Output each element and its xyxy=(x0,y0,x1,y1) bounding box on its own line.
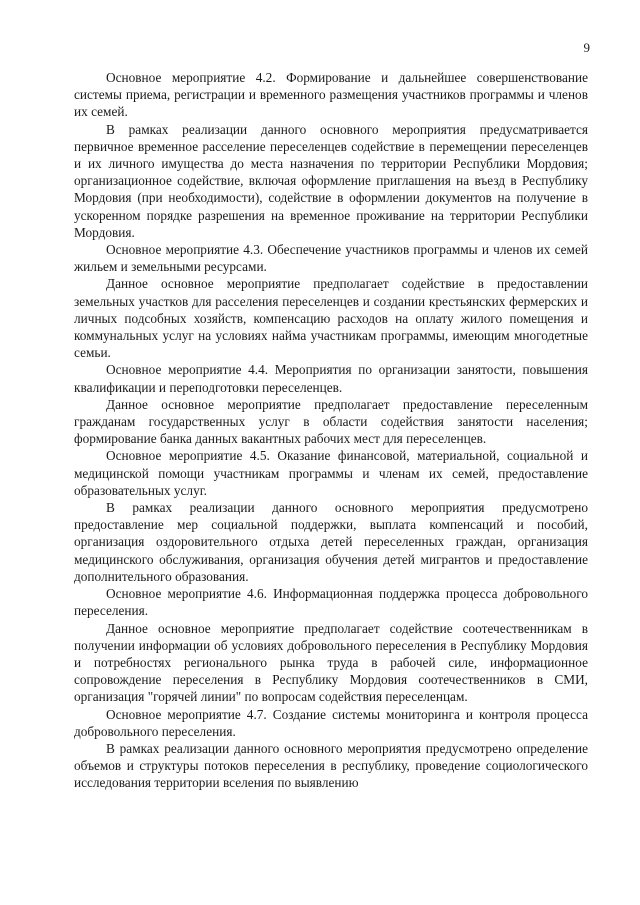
page-number: 9 xyxy=(583,40,590,55)
document-body xyxy=(74,69,588,792)
paragraph-measure-4-4-heading: Основное мероприятие 4.4. Мероприятия по организации занятости, повышения квалификации и переподготовки переселенцев. xyxy=(74,362,588,395)
paragraph-measure-4-7-description: В рамках реализации данного основного мероприятия предусмотрено определение объемов и структуры потоков переселения в республику, проведение социологического исследования территории вселения по выявлению xyxy=(74,740,588,791)
paragraph-measure-4-7-heading: Основное мероприятие 4.7. Создание системы мониторинга и контроля процесса добровольного переселения. xyxy=(74,706,588,739)
paragraph-measure-4-6-description: Данное основное мероприятие предполагает содействие соотечественникам в получении информации об условиях добровольного переселения в Республику Мордовия и потребностях регионального рынка труда в рабочей силе, информационное сопровождение переселения в Республику Мордовия соотечественников в СМИ, организация "горячей линии" по вопросам содействия переселенцам. xyxy=(74,620,588,705)
paragraph-measure-4-5-description: В рамках реализации данного основного мероприятия предусмотрено предоставление мер социальной поддержки, выплата компенсаций и пособий, организация оздоровительного отдыха детей переселенных граждан, организация медицинского обслуживания, организация обучения детей мигрантов и предоставление дополнительного образования. xyxy=(74,500,588,584)
paragraph-measure-4-3-description: Данное основное мероприятие предполагает содействие в предоставлении земельных участков для расселения переселенцев и создании крестьянских фермерских и личных подсобных хозяйств, компенсацию расходов на оплату жилого помещения и коммунальных услуг на условиях найма участникам программы, имеющим многодетные семьи. xyxy=(74,276,588,361)
paragraph-measure-4-6-heading: Основное мероприятие 4.6. Информационная поддержка процесса добровольного переселения. xyxy=(74,586,588,619)
paragraph-measure-4-4-description: Данное основное мероприятие предполагает предоставление переселенным гражданам государственных услуг в области содействия занятости населения; формирование банка данных вакантных рабочих мест для переселенцев. xyxy=(74,396,588,447)
paragraph-measure-4-5-heading: Основное мероприятие 4.5. Оказание финансовой, материальной, социальной и медицинской помощи участникам программы и членам их семей, предоставление образовательных услуг. xyxy=(74,448,588,498)
paragraph-measure-4-3-heading: Основное мероприятие 4.3. Обеспечение участников программы и членов их семей жильем и земельными ресурсами. xyxy=(74,242,588,275)
paragraph-measure-4-2-heading: Основное мероприятие 4.2. Формирование и дальнейшее совершенствование системы приема, регистрации и временного размещения участников программы и членов их семей. xyxy=(74,70,588,120)
paragraph-measure-4-2-description: В рамках реализации данного основного мероприятия предусматривается первичное временное расселение переселенцев содействие в перемещении переселенцев и их личного имущества до места назначения по территории Республики Мордовия; организационное содействие, включая оформление приглашения на въезд в Республику Мордовия (при необходимости), содействие в оформлении документов на получение в ускоренном порядке разрешения на временное проживание на территории Республики Мордовия. xyxy=(74,121,588,240)
